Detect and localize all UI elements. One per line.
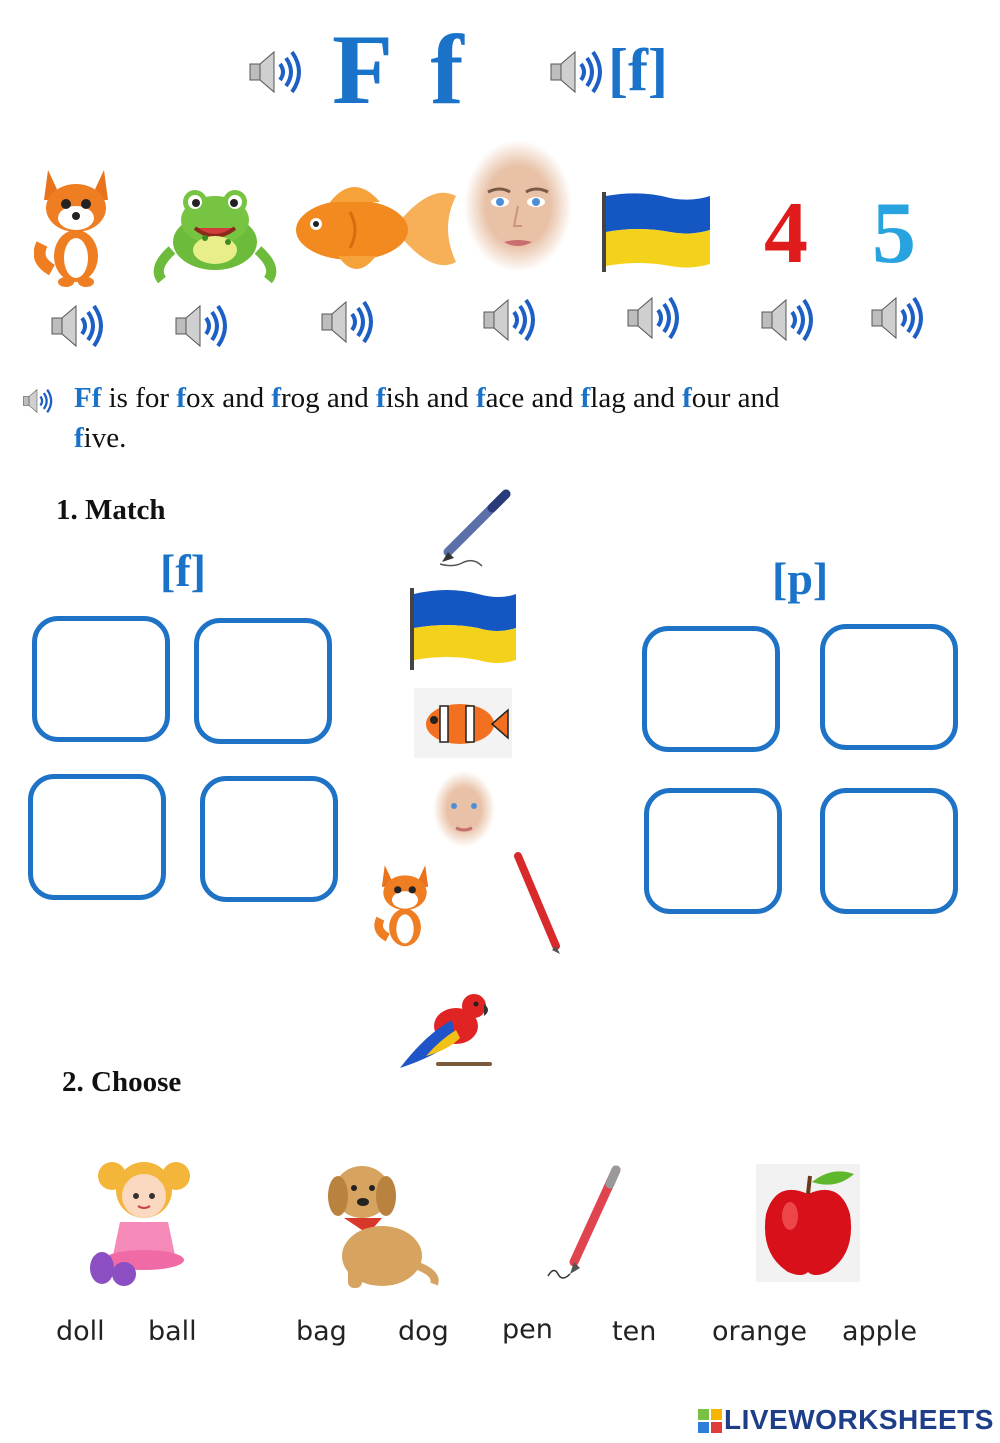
phoneme-speaker-icon[interactable] [545, 46, 605, 103]
sentence-part: rog and [281, 382, 377, 414]
choose-heading: 2. Choose [62, 1066, 182, 1098]
sentence-speaker-icon[interactable] [20, 386, 54, 421]
face-image [462, 138, 574, 274]
p-column-label: [p] [772, 553, 829, 604]
sentence-line-2 [74, 418, 954, 458]
match-heading: 1. Match [56, 494, 166, 526]
f-drop-box-3[interactable] [28, 774, 166, 900]
f-drop-box-4[interactable] [200, 776, 338, 902]
sentence-part: f [376, 382, 386, 414]
frog-image [150, 180, 280, 285]
pen-draggable-image[interactable] [434, 488, 514, 570]
sentence-part: lag and [590, 382, 683, 414]
fox-speaker-icon[interactable] [46, 300, 106, 357]
word-option-bag[interactable]: bag [296, 1316, 347, 1347]
pencil-draggable-image[interactable] [508, 850, 566, 956]
sentence-part: f [271, 382, 282, 414]
f-drop-box-2[interactable] [194, 618, 332, 744]
sentence-part: ox and [185, 382, 272, 414]
fox-image [34, 160, 118, 290]
liveworksheets-logo: LIVEWORKSHEETS [724, 1404, 994, 1435]
sentence-part: ive. [83, 422, 127, 454]
header-speaker-icon[interactable] [244, 46, 304, 103]
flag-speaker-icon[interactable] [622, 292, 682, 349]
p-drop-box-3[interactable] [644, 788, 782, 914]
sentence-part: ace and [485, 382, 581, 414]
word-option-apple[interactable]: apple [842, 1316, 917, 1347]
phoneme-label: [f] [608, 37, 668, 103]
word-option-dog[interactable]: dog [398, 1316, 449, 1347]
sentence-part: ish and [385, 382, 476, 414]
dog-image [318, 1156, 442, 1290]
word-option-ball[interactable]: ball [148, 1316, 197, 1347]
number-five: 5 [872, 185, 916, 282]
f-drop-box-1[interactable] [32, 616, 170, 742]
p-drop-box-4[interactable] [820, 788, 958, 914]
fish-speaker-icon[interactable] [316, 296, 376, 353]
sentence-part: f [74, 422, 84, 454]
face-speaker-icon[interactable] [478, 294, 538, 351]
number-four: 4 [764, 185, 808, 282]
p-drop-box-1[interactable] [642, 626, 780, 752]
sentence-part: f [682, 382, 692, 414]
apple-image [756, 1164, 860, 1282]
f-column-label: [f] [160, 545, 206, 596]
sentence-part: f [176, 382, 186, 414]
liveworksheets-logo-icon [698, 1409, 722, 1433]
page-title: F f [332, 14, 472, 125]
phonics-sentence [74, 378, 954, 458]
sentence-part: is for [108, 382, 177, 414]
flag-draggable-image[interactable] [408, 586, 520, 670]
sentence-part: f [475, 382, 486, 414]
sentence-part: our and [691, 382, 780, 414]
word-option-pen[interactable]: pen [502, 1314, 553, 1345]
word-option-orange[interactable]: orange [712, 1316, 808, 1347]
p-drop-box-2[interactable] [820, 624, 958, 750]
face-draggable-image[interactable] [432, 770, 496, 848]
five-speaker-icon[interactable] [866, 292, 926, 349]
four-speaker-icon[interactable] [756, 294, 816, 351]
flag-image [600, 190, 712, 272]
sentence-part: Ff [74, 382, 109, 414]
pen-image [540, 1162, 626, 1286]
clownfish-draggable-image[interactable] [414, 688, 512, 758]
parrot-draggable-image[interactable] [396, 990, 496, 1072]
sentence-part: f [580, 382, 591, 414]
goldfish-image [290, 172, 458, 284]
word-option-doll[interactable]: doll [56, 1316, 105, 1347]
word-option-ten[interactable]: ten [612, 1316, 657, 1347]
sentence-line-1 [74, 378, 954, 418]
doll-image [84, 1156, 202, 1288]
fox-draggable-image[interactable] [374, 858, 436, 952]
frog-speaker-icon[interactable] [170, 300, 230, 357]
